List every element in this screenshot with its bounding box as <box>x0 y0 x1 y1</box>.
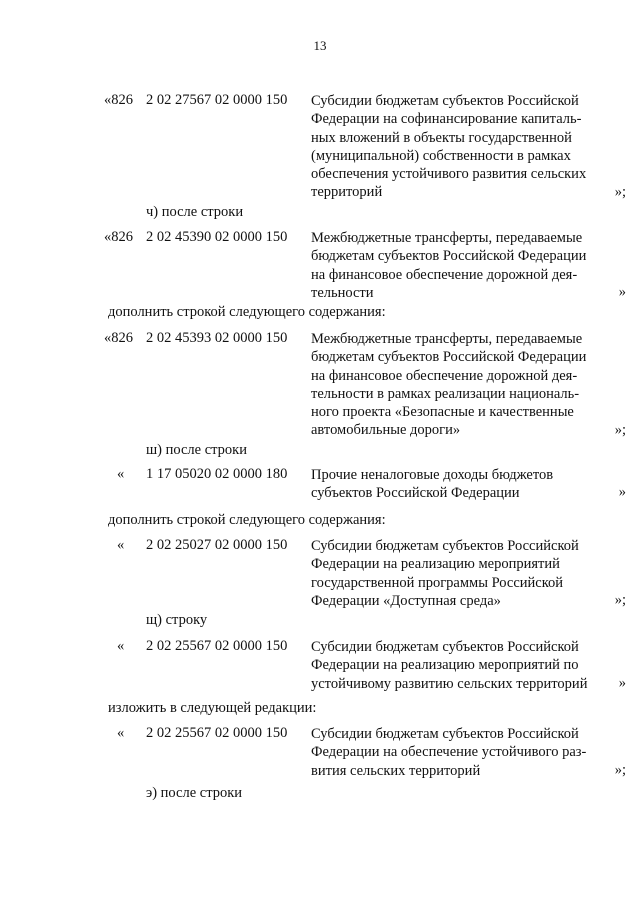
instruction-text: ч) после строки <box>146 204 244 220</box>
budget-code: 1 17 05020 02 0000 180 <box>146 466 288 482</box>
row-prefix: «826 <box>104 330 133 346</box>
row-description: Субсидии бюджетам субъектов Российской Федерации на обеспечение устойчивого раз- вития сельских территорий <box>311 726 587 779</box>
budget-code: 2 02 25567 02 0000 150 <box>146 725 288 741</box>
closing-quote: » <box>618 484 626 501</box>
closing-quote: »; <box>614 761 626 778</box>
instruction-text: изложить в следующей редакции: <box>108 700 317 716</box>
row-prefix: « <box>117 638 125 654</box>
closing-quote: »; <box>614 421 626 438</box>
budget-code: 2 02 45393 02 0000 150 <box>146 330 288 346</box>
row-description: Межбюджетные трансферты, передаваемые бюджетам субъектов Российской Федерации на финансовое обеспечение дорожной дея- тельности <box>311 230 587 301</box>
budget-code: 2 02 45390 02 0000 150 <box>146 229 288 245</box>
row-description: Прочие неналоговые доходы бюджетов субъектов Российской Федерации <box>311 467 554 502</box>
instruction-text: ш) после строки <box>146 442 247 458</box>
page-number: 13 <box>313 38 327 53</box>
row-description: Субсидии бюджетам субъектов Российской Федерации на реализацию мероприятий государственной программы Российской Федерации «Доступная среда» <box>311 538 579 609</box>
row-description: Межбюджетные трансферты, передаваемые бюджетам субъектов Российской Федерации на финансовое обеспечение дорожной дея- тельности в рамках реализации националь- ного проекта «Безопасные и качественные автомобильные дороги» <box>311 331 587 439</box>
row-prefix: « <box>117 537 125 553</box>
budget-code: 2 02 25027 02 0000 150 <box>146 537 288 553</box>
instruction-text: э) после строки <box>146 785 243 801</box>
row-prefix: «826 <box>104 229 133 245</box>
closing-quote: » <box>618 283 626 300</box>
row-description: Субсидии бюджетам субъектов Российской Федерации на реализацию мероприятий по устойчивому развитию сельских территорий <box>311 639 588 692</box>
instruction-text: дополнить строкой следующего содержания: <box>108 304 386 320</box>
instruction-text: дополнить строкой следующего содержания: <box>108 512 386 528</box>
row-prefix: «826 <box>104 92 133 108</box>
budget-code: 2 02 25567 02 0000 150 <box>146 638 288 654</box>
instruction-text: щ) строку <box>146 612 208 628</box>
closing-quote: »; <box>614 183 626 200</box>
budget-code: 2 02 27567 02 0000 150 <box>146 92 288 108</box>
closing-quote: » <box>618 674 626 691</box>
closing-quote: »; <box>614 591 626 608</box>
row-prefix: « <box>117 725 125 741</box>
row-prefix: « <box>117 466 125 482</box>
row-description: Субсидии бюджетам субъектов Российской Федерации на софинансирование капиталь- ных вложений в объекты государственной (муниципальной) собственности в рамках обеспечения устойчивого развития сельских территорий <box>311 93 587 201</box>
